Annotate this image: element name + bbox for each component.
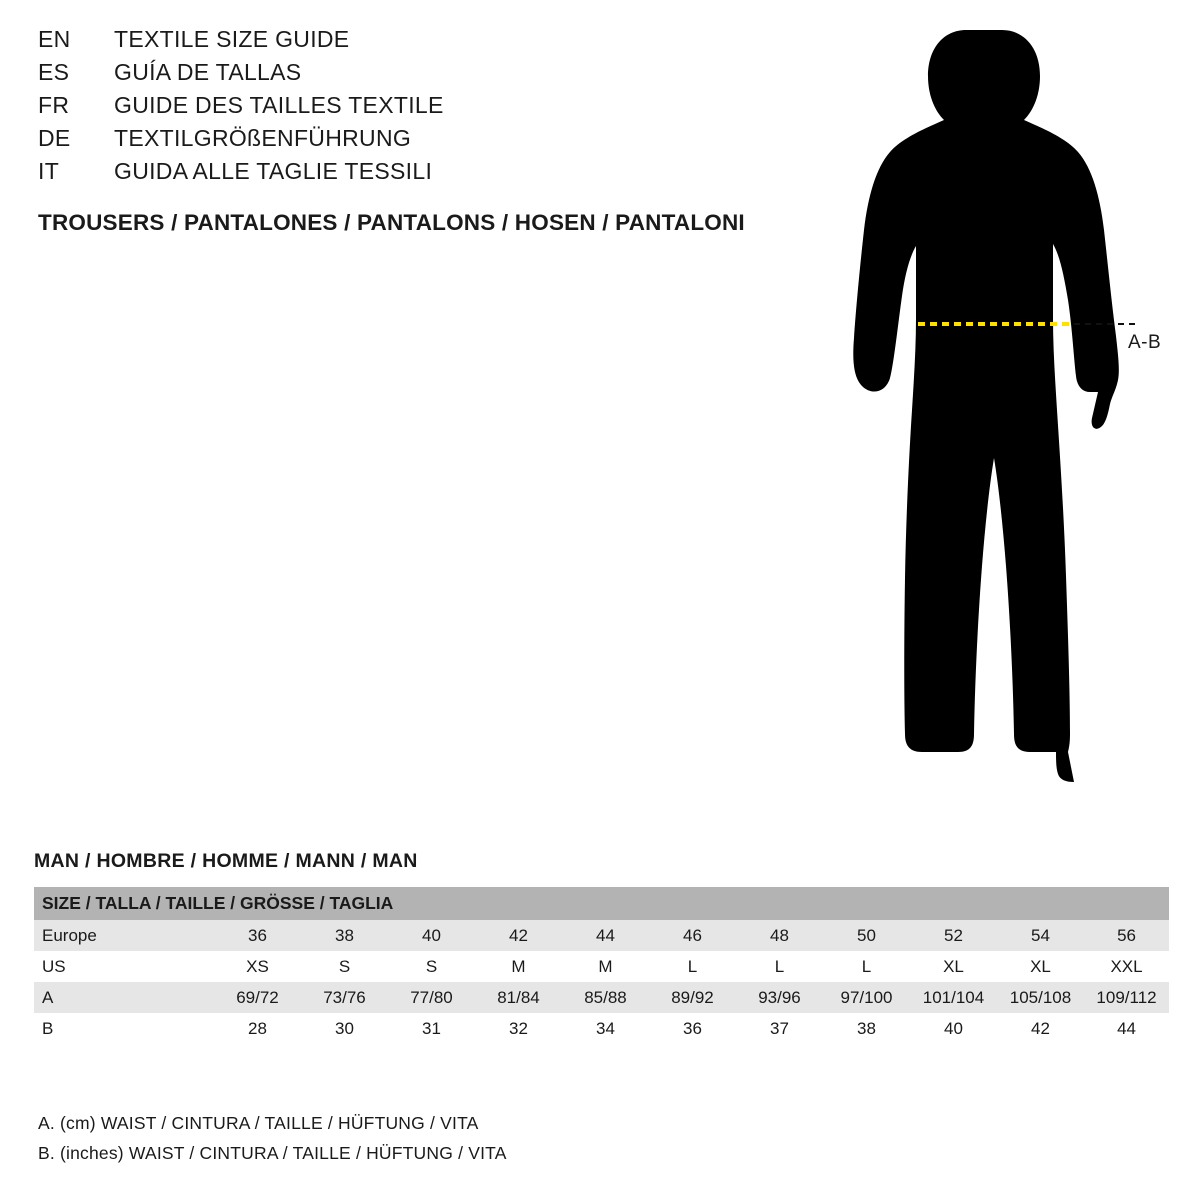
table-header-row xyxy=(34,887,1169,920)
table-cell: 54 xyxy=(997,920,1084,951)
table-cell: S xyxy=(388,951,475,982)
table-cell: 36 xyxy=(649,1013,736,1044)
table-row xyxy=(34,951,1169,982)
table-cell: 44 xyxy=(1084,1013,1169,1044)
table-cell: 69/72 xyxy=(214,982,301,1013)
table-cell: 97/100 xyxy=(823,982,910,1013)
table-cell: 32 xyxy=(475,1013,562,1044)
language-code: EN xyxy=(38,26,71,52)
language-row xyxy=(38,92,818,125)
table-cell: M xyxy=(475,951,562,982)
language-code: FR xyxy=(38,92,70,118)
table-cell: XL xyxy=(910,951,997,982)
footnote-a: A. (cm) WAIST / CINTURA / TAILLE / HÜFTUNG / VITA xyxy=(38,1113,479,1133)
figure-block xyxy=(806,18,1186,798)
language-row xyxy=(38,125,818,158)
gender-title: MAN / HOMBRE / HOMME / MANN / MAN xyxy=(34,850,418,872)
table-cell: XXL xyxy=(1084,951,1169,982)
table-cell: 31 xyxy=(388,1013,475,1044)
table-cell: 48 xyxy=(736,920,823,951)
table-cell: L xyxy=(823,951,910,982)
table-cell: 101/104 xyxy=(910,982,997,1013)
footnotes-block xyxy=(38,1108,938,1168)
table-cell: XS xyxy=(214,951,301,982)
language-row xyxy=(38,26,818,59)
footnote-b: B. (inches) WAIST / CINTURA / TAILLE / HÜFTUNG / VITA xyxy=(38,1143,507,1163)
language-row xyxy=(38,158,818,191)
table-cell: 40 xyxy=(388,920,475,951)
table-cell: 42 xyxy=(997,1013,1084,1044)
language-title: GUIDE DES TAILLES TEXTILE xyxy=(114,92,444,118)
language-title: GUIDA ALLE TAGLIE TESSILI xyxy=(114,158,433,184)
language-title: TEXTILGRÖßENFÜHRUNG xyxy=(114,125,412,151)
man-silhouette-icon xyxy=(806,18,1186,798)
measure-label-ab: A-B xyxy=(1128,332,1162,353)
table-cell: 37 xyxy=(736,1013,823,1044)
table-cell: 93/96 xyxy=(736,982,823,1013)
table-cell: 81/84 xyxy=(475,982,562,1013)
table-cell: 52 xyxy=(910,920,997,951)
table-cell: 28 xyxy=(214,1013,301,1044)
table-cell: 46 xyxy=(649,920,736,951)
table-cell: 50 xyxy=(823,920,910,951)
table-cell: 38 xyxy=(301,920,388,951)
table-cell: 77/80 xyxy=(388,982,475,1013)
header-block xyxy=(38,26,818,236)
table-cell: 85/88 xyxy=(562,982,649,1013)
size-table xyxy=(34,887,1169,1044)
language-title: TEXTILE SIZE GUIDE xyxy=(114,26,350,52)
language-code: ES xyxy=(38,59,70,85)
language-code: IT xyxy=(38,158,60,184)
table-cell: L xyxy=(736,951,823,982)
table-cell: 30 xyxy=(301,1013,388,1044)
table-cell: S xyxy=(301,951,388,982)
table-cell: 34 xyxy=(562,1013,649,1044)
garment-title: TROUSERS / PANTALONES / PANTALONS / HOSEN / PANTALONI xyxy=(38,210,745,235)
table-cell: XL xyxy=(997,951,1084,982)
table-cell: 89/92 xyxy=(649,982,736,1013)
table-row xyxy=(34,982,1169,1013)
table-row xyxy=(34,920,1169,951)
table-cell: 109/112 xyxy=(1084,982,1169,1013)
row-label: B xyxy=(34,1013,214,1044)
table-cell: 38 xyxy=(823,1013,910,1044)
table-cell: 36 xyxy=(214,920,301,951)
table-cell: 56 xyxy=(1084,920,1169,951)
table-cell: L xyxy=(649,951,736,982)
language-row xyxy=(38,59,818,92)
row-label: US xyxy=(34,951,214,982)
table-cell: 73/76 xyxy=(301,982,388,1013)
table-cell: 105/108 xyxy=(997,982,1084,1013)
table-row xyxy=(34,1013,1169,1044)
table-cell: 44 xyxy=(562,920,649,951)
row-label: Europe xyxy=(34,920,214,951)
row-label: A xyxy=(34,982,214,1013)
size-table-block xyxy=(34,850,1168,1044)
table-cell: M xyxy=(562,951,649,982)
language-code: DE xyxy=(38,125,71,151)
language-title: GUÍA DE TALLAS xyxy=(114,59,302,85)
table-cell: 40 xyxy=(910,1013,997,1044)
table-cell: 42 xyxy=(475,920,562,951)
table-header-label: SIZE / TALLA / TAILLE / GRÖSSE / TAGLIA xyxy=(34,887,1169,920)
